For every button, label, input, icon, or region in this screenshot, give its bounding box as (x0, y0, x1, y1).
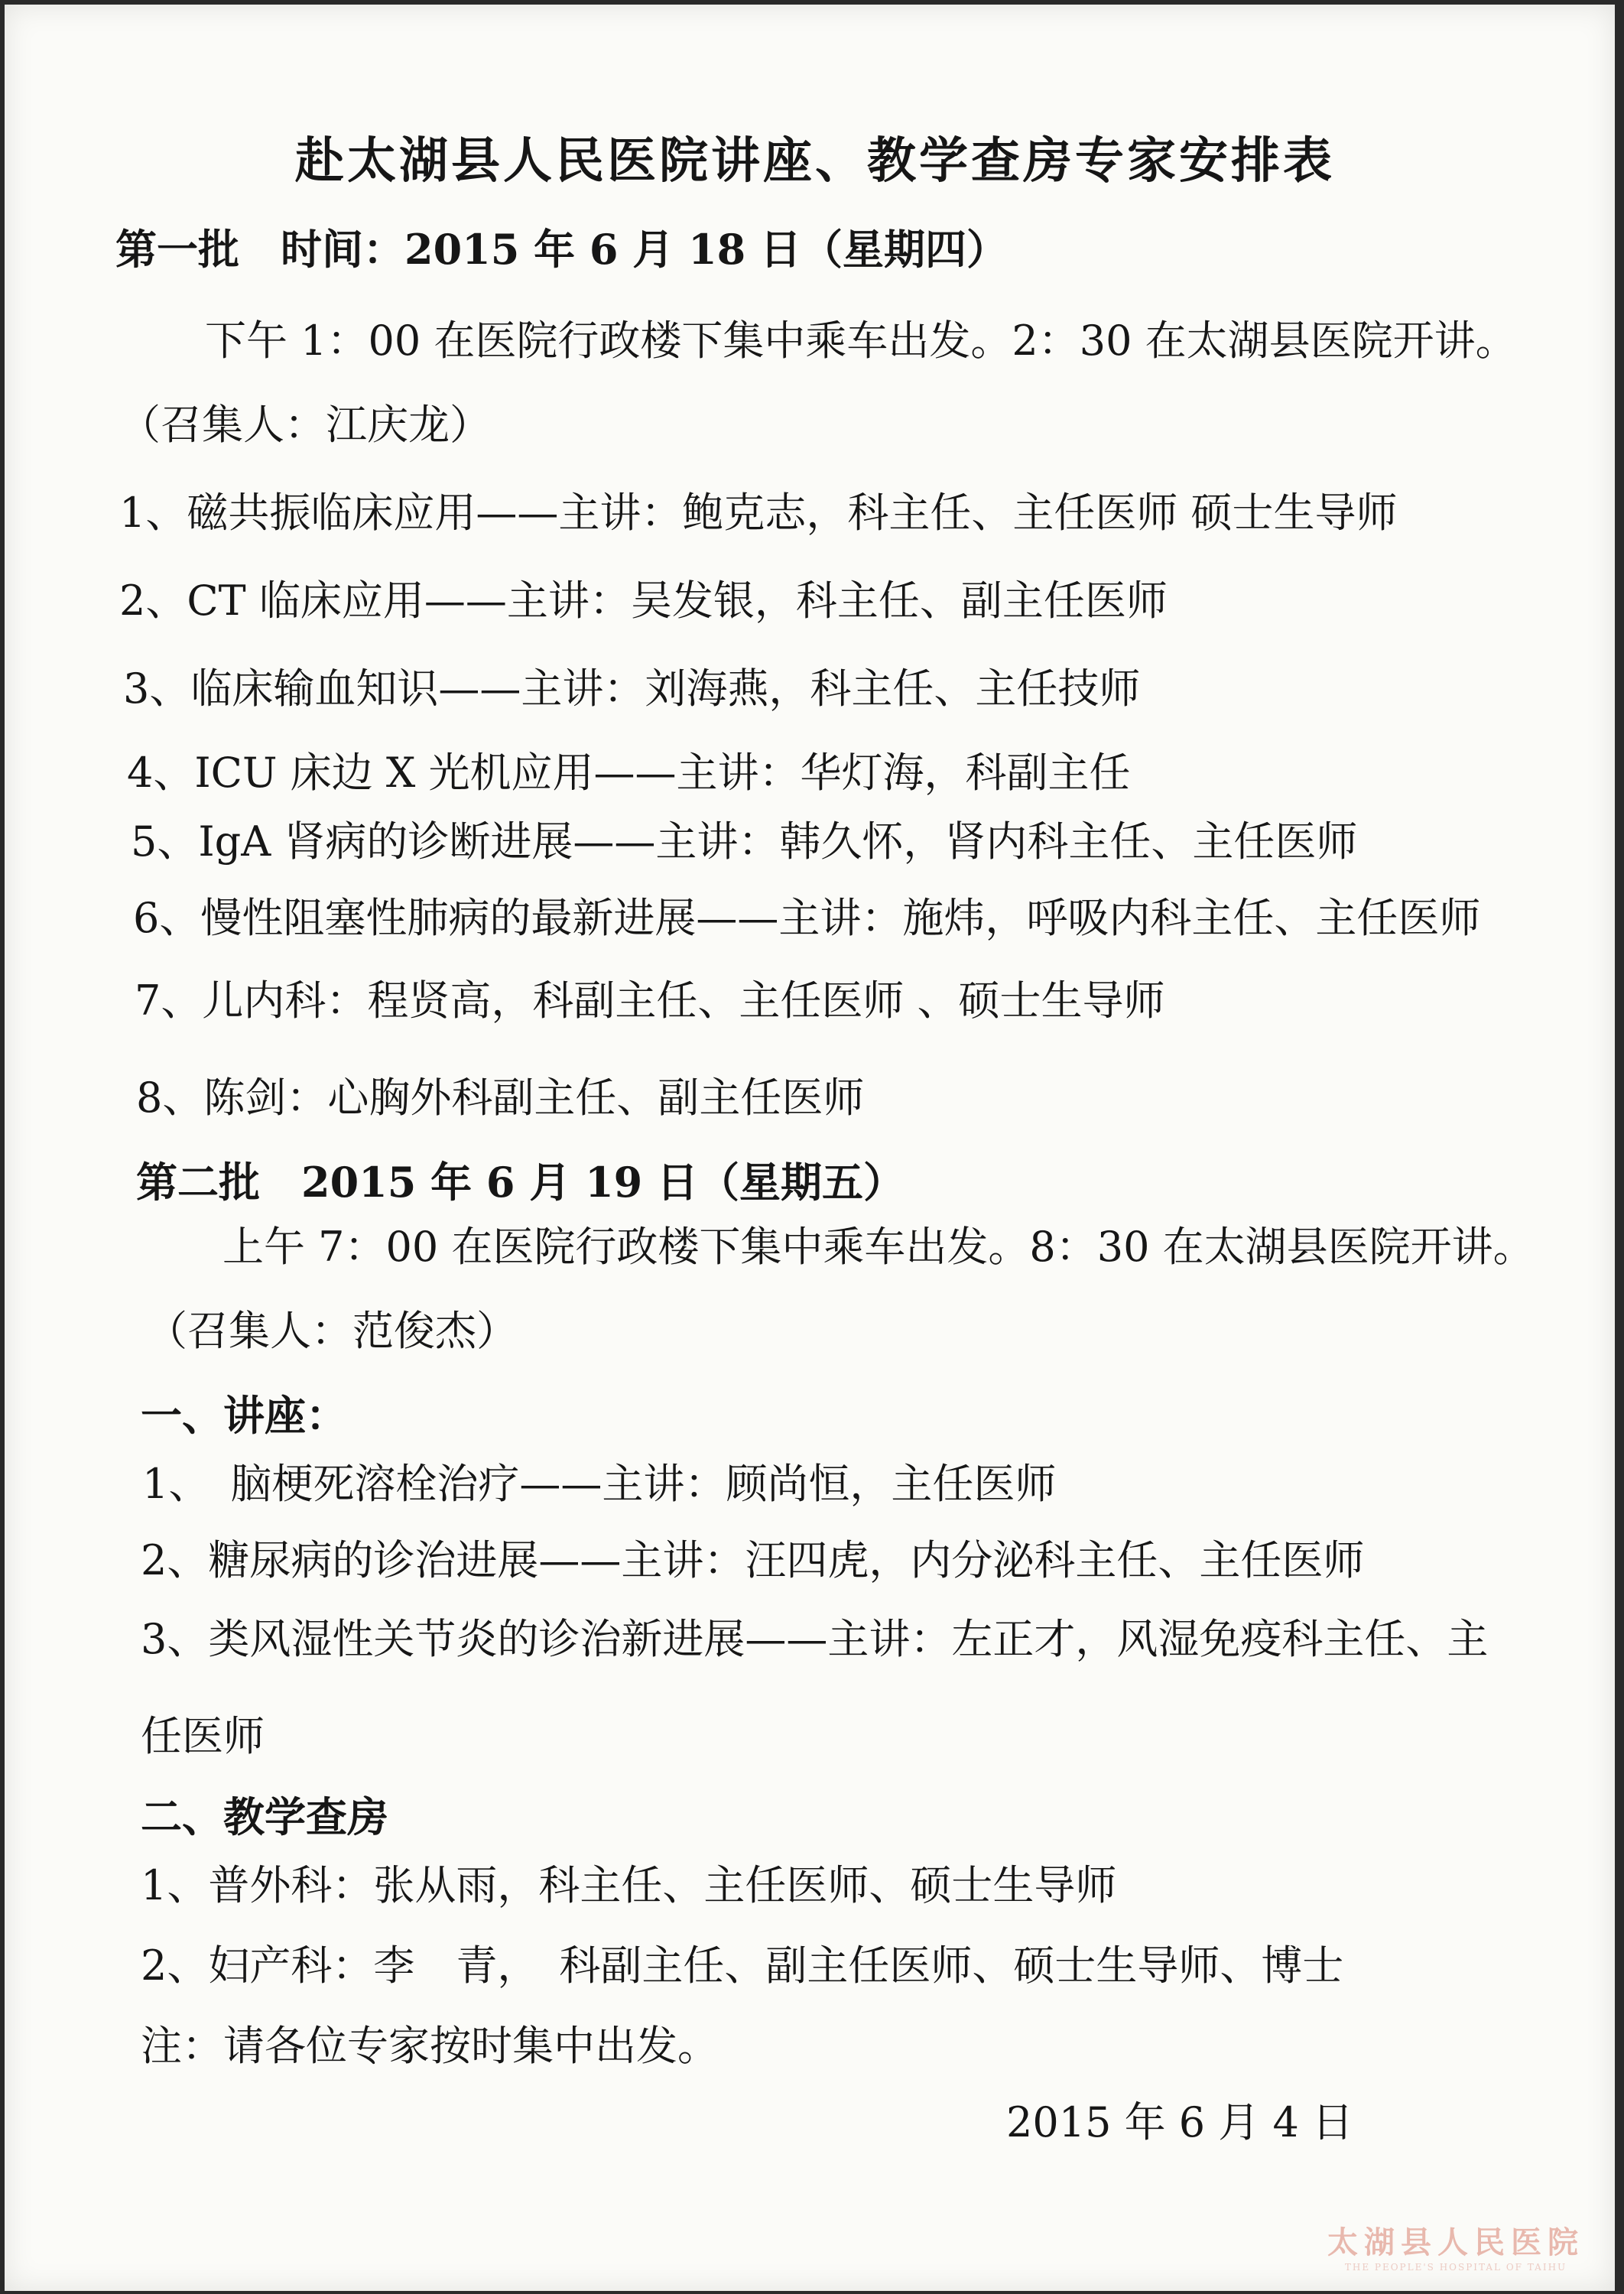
batch1-item: 5、IgA 肾病的诊断进展——主讲：韩久怀，肾内科主任、主任医师 (131, 817, 1358, 866)
batch1-item: 3、临床输血知识——主讲：刘海燕，科主任、主任技师 (123, 664, 1141, 713)
lecture-item-continued: 任医师 (141, 1712, 265, 1760)
batch1-heading: 第一批 时间：2015 年 6 月 18 日（星期四） (115, 225, 1009, 274)
batch1-departure: 下午 1：00 在医院行政楼下集中乘车出发。2：30 在太湖县医院开讲。 (205, 317, 1517, 365)
batch1-item: 6、慢性阻塞性肺病的最新进展——主讲：施炜，呼吸内科主任、主任医师 (133, 894, 1481, 942)
batch1-item: 8、陈剑：心胸外科副主任、副主任医师 (136, 1074, 865, 1122)
batch1-item: 2、CT 临床应用——主讲：吴发银，科主任、副主任医师 (119, 577, 1168, 625)
rounds-item: 2、妇产科：李 青， 科副主任、副主任医师、硕士生导师、博士 (141, 1941, 1344, 1990)
note: 注：请各位专家按时集中出发。 (141, 2022, 719, 2070)
document-page (5, 5, 1615, 2291)
lecture-item: 2、糖尿病的诊治进展——主讲：汪四虎，内分泌科主任、主任医师 (141, 1536, 1365, 1584)
batch1-convener: （召集人：江庆龙） (119, 401, 491, 449)
hospital-watermark (1327, 2218, 1584, 2273)
document-title: 赴太湖县人民医院讲座、教学查房专家安排表 (295, 132, 1335, 190)
batch2-departure: 上午 7：00 在医院行政楼下集中乘车出发。8：30 在太湖县医院开讲。 (222, 1223, 1535, 1271)
batch2-heading: 第二批 2015 年 6 月 19 日（星期五） (136, 1158, 905, 1207)
batch1-item: 1、磁共振临床应用——主讲：鲍克志，科主任、主任医师 硕士生导师 (119, 489, 1398, 537)
document-date: 2015 年 6 月 4 日 (1006, 2098, 1353, 2146)
batch2-convener: （召集人：范俊杰） (146, 1307, 518, 1355)
watermark-subtext: THE PEOPLE'S HOSPITAL OF TAIHU (1344, 2262, 1567, 2273)
batch1-item: 7、儿内科：程贤高，科副主任、主任医师 、硕士生导师 (135, 976, 1165, 1025)
rounds-item: 1、普外科：张从雨，科主任、主任医师、硕士生导师 (141, 1861, 1117, 1909)
lecture-item: 3、类风湿性关节炎的诊治新进展——主讲：左正才，风湿免疫科主任、主 (141, 1615, 1489, 1663)
lectures-heading: 一、讲座： (141, 1391, 347, 1440)
rounds-heading: 二、教学查房 (141, 1792, 388, 1841)
watermark-text: 太湖县人民医院 (1327, 2224, 1584, 2260)
batch1-item: 4、ICU 床边 X 光机应用——主讲：华灯海，科副主任 (127, 749, 1131, 797)
lecture-item: 1、 脑梗死溶栓治疗——主讲：顾尚恒，主任医师 (142, 1460, 1057, 1508)
